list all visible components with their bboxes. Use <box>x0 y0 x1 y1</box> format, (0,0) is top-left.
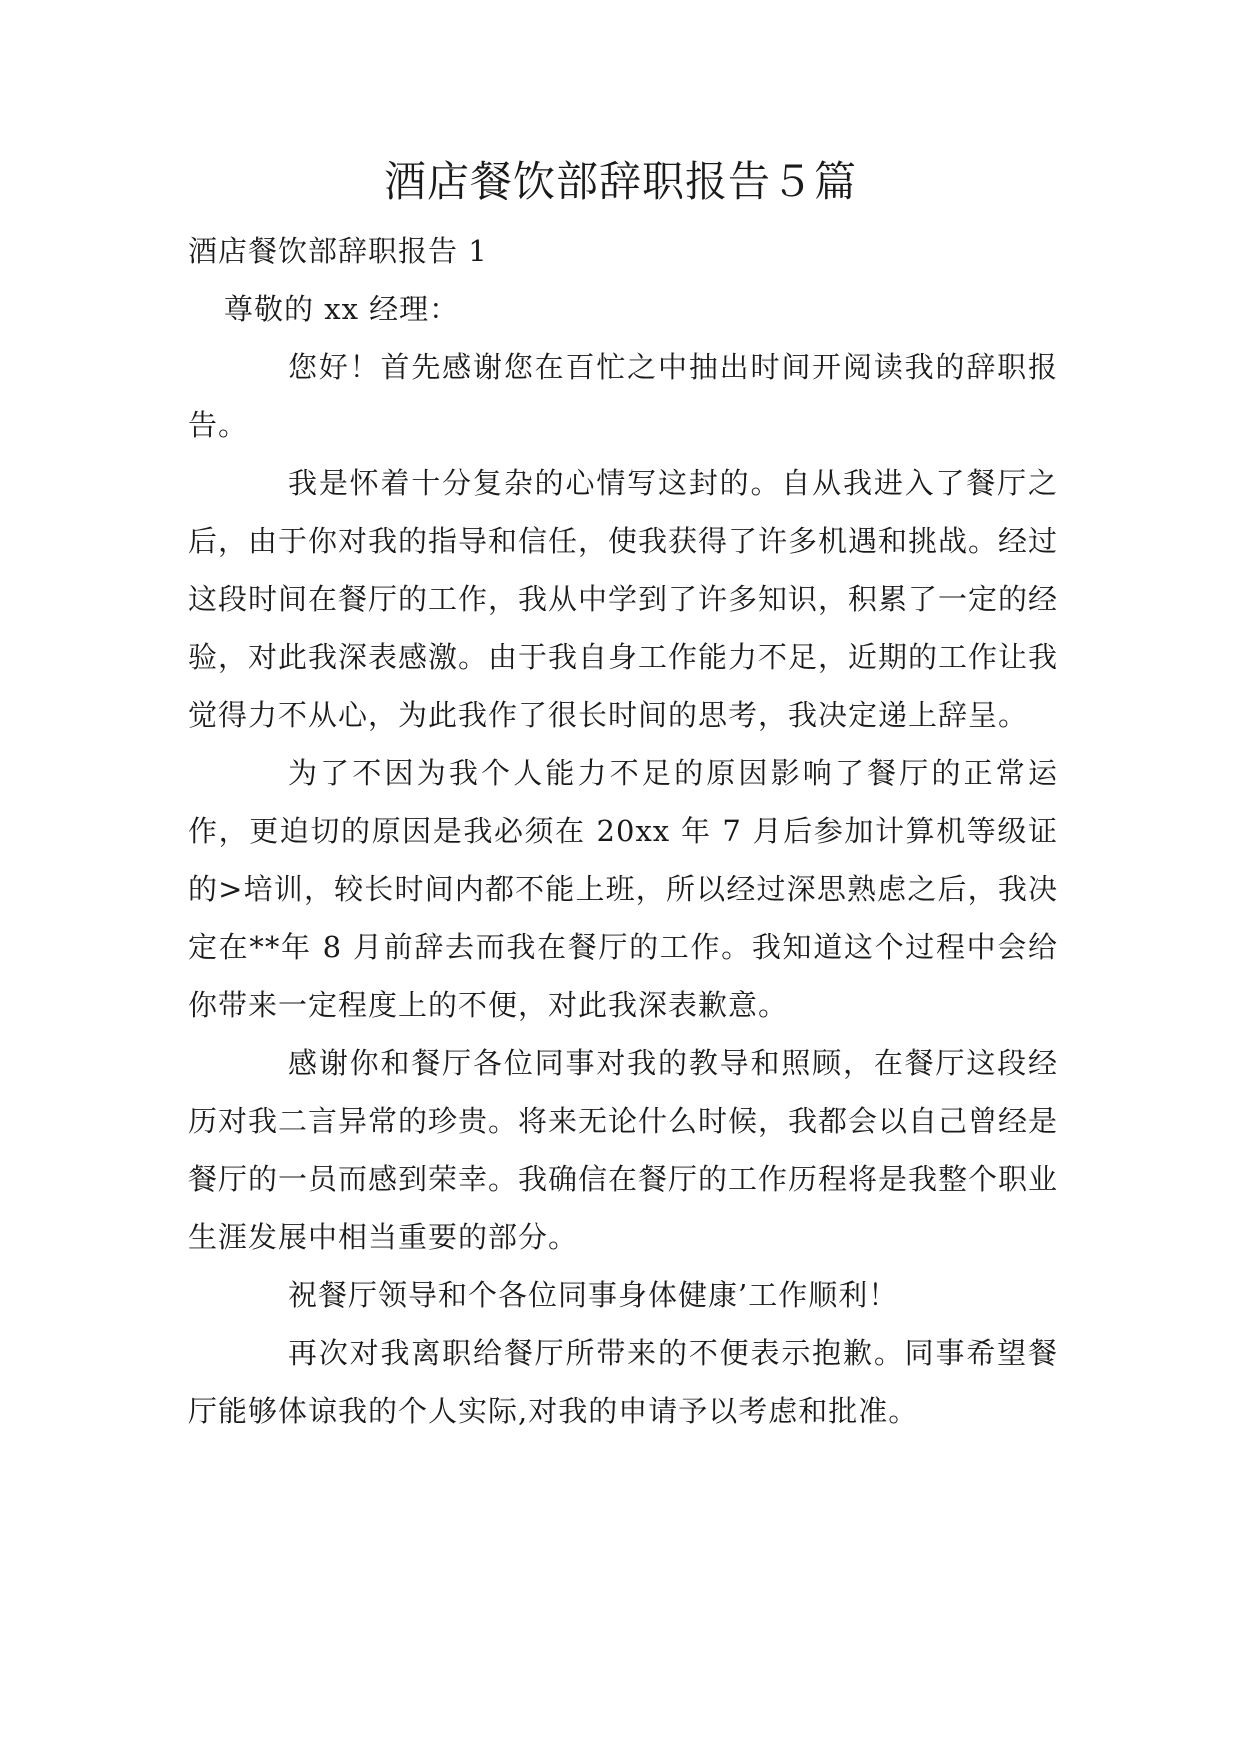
paragraph-resignation-date: 为了不因为我个人能力不足的原因影响了餐厅的正常运作，更迫切的原因是我必须在 20xx 年 7 月后参加计算机等级证的>培训，较长时间内都不能上班，所以经过深思熟虑之后，我决定在**年 8 月前辞去而我在餐厅的工作。我知道这个过程中会给你带来一定程度上的不便，对此我深表歉意。 <box>188 756 1058 1022</box>
section-heading: 酒店餐饮部辞职报告 1 <box>188 234 488 268</box>
salutation: 尊敬的 xx 经理： <box>224 292 460 326</box>
paragraph-apology: 再次对我离职给餐厅所带来的不便表示抱歉。同事希望餐厅能够体谅我的个人实际,对我的申请予以考虑和批准。 <box>188 1336 1058 1428</box>
paragraph-wishes: 祝餐厅领导和个各位同事身体健康’工作顺利！ <box>288 1278 899 1312</box>
paragraph-thanks: 感谢你和餐厅各位同事对我的教导和照顾，在餐厅这段经历对我二言异常的珍贵。将来无论什么时候，我都会以自己曾经是餐厅的一员而感到荣幸。我确信在餐厅的工作历程将是我整个职业生涯发展中相当重要的部分。 <box>188 1046 1059 1254</box>
document-title: 酒店餐饮部辞职报告５篇 <box>383 157 857 206</box>
document-body <box>188 222 1058 1440</box>
paragraph-greeting: 您好！首先感谢您在百忙之中抽出时间开阅读我的辞职报告。 <box>188 350 1058 442</box>
paragraph-reason: 我是怀着十分复杂的心情写这封的。自从我进入了餐厅之后，由于你对我的指导和信任，使我获得了许多机遇和挑战。经过这段时间在餐厅的工作，我从中学到了许多知识，积累了一定的经验，对此我深表感激。由于我自身工作能力不足，近期的工作让我觉得力不从心，为此我作了很长时间的思考，我决定递上辞呈。 <box>188 466 1059 732</box>
